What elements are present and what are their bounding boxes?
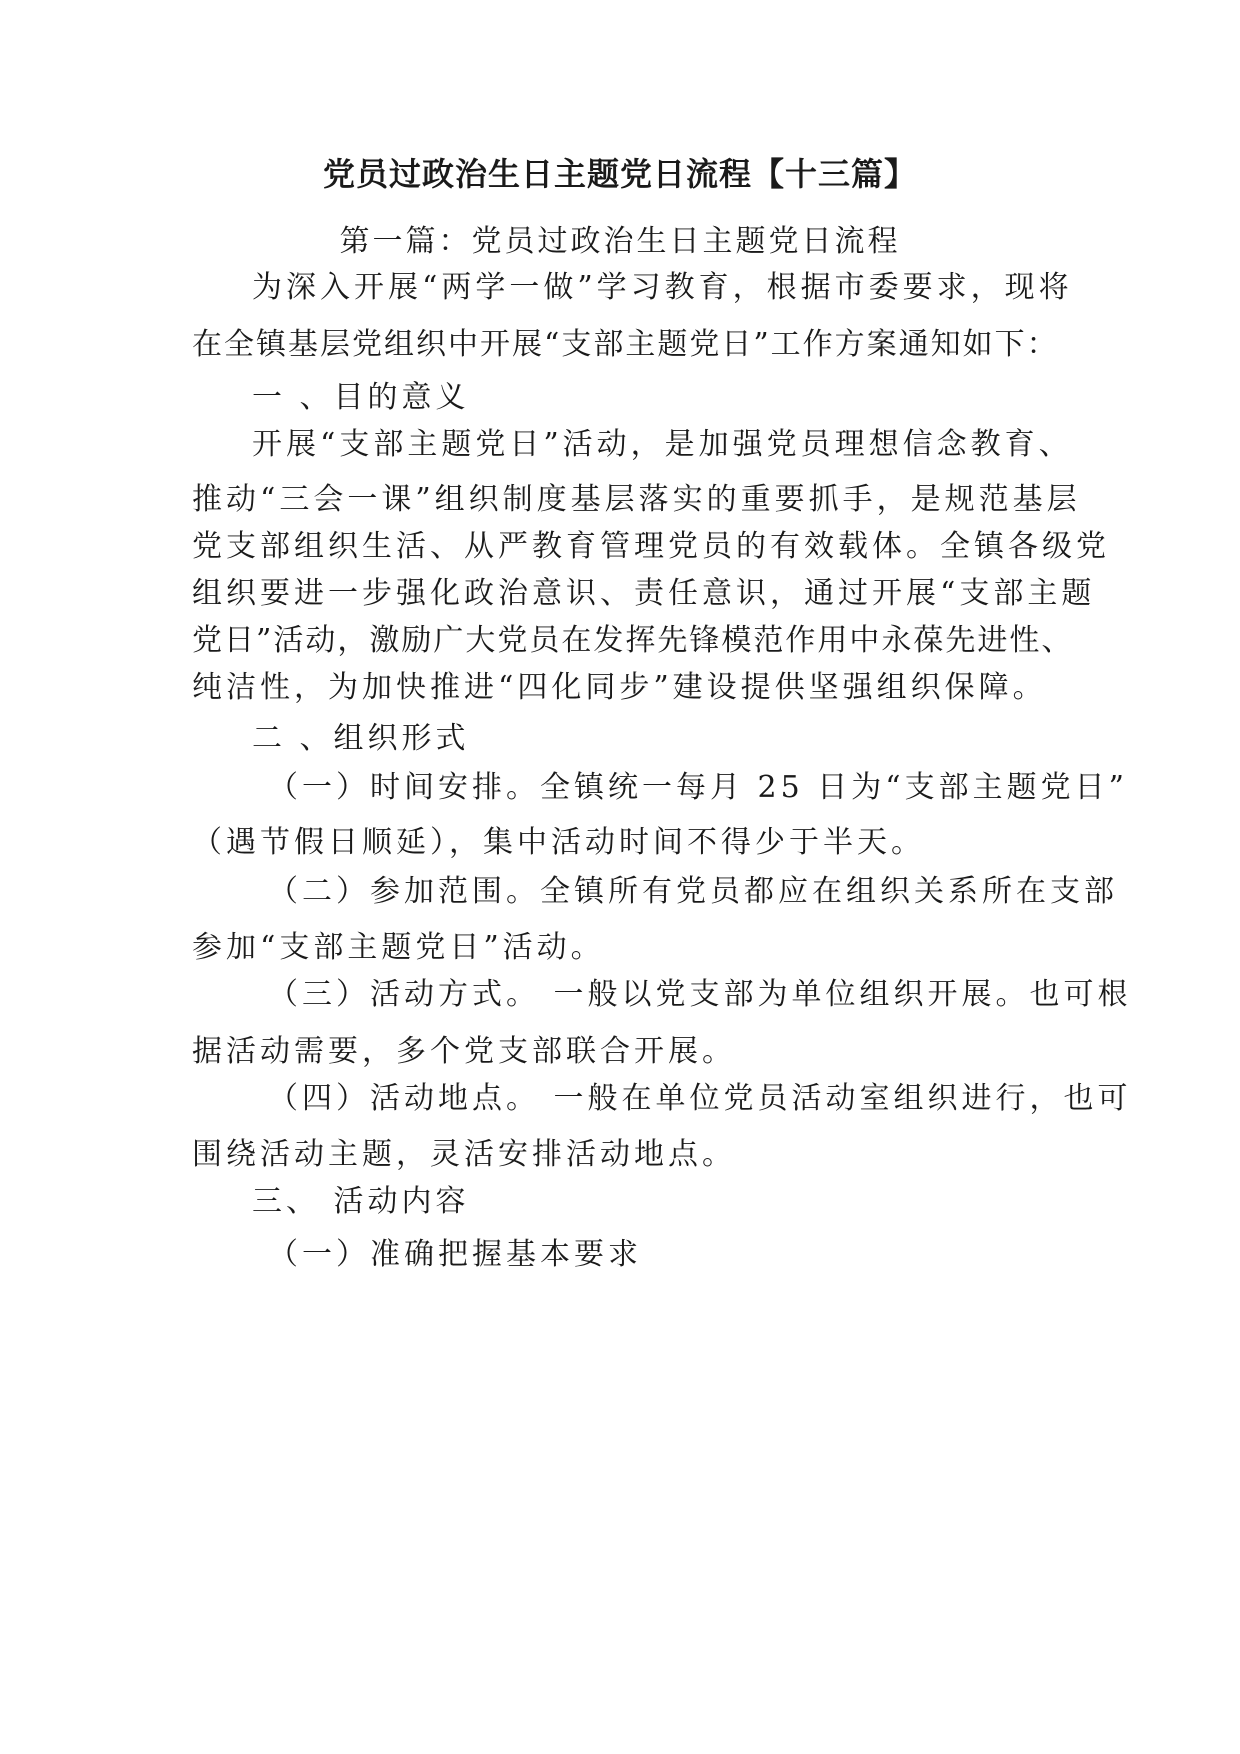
paragraph-line: 党日”活动，激励广大党员在发挥先锋模范作用中永葆先进性、 [192, 623, 1074, 658]
paragraph-line: （遇节假日顺延），集中活动时间不得少于半天。 [192, 825, 925, 860]
section-heading: 二 、组织形式 [252, 721, 470, 756]
paragraph-line: 纯洁性，为加快推进“四化同步”建设提供坚强组织保障。 [192, 670, 1047, 705]
paragraph-line: （二）参加范围。全镇所有党员都应在组织关系所在支部 [268, 874, 1118, 909]
paragraph-line: （三）活动方式。 一般以党支部为单位组织开展。也可根 [268, 977, 1132, 1012]
paragraph-line: （一）时间安排。全镇统一每月 25 日为“支部主题党日” [268, 770, 1128, 805]
document-title: 党员过政治生日主题党日流程【十三篇】 [322, 155, 917, 193]
section-heading: 三、 活动内容 [252, 1184, 470, 1219]
paragraph-line: 开展“支部主题党日”活动，是加强党员理想信念教育、 [252, 427, 1073, 462]
document-subtitle: 第一篇：党员过政治生日主题党日流程 [339, 224, 901, 259]
paragraph-line: 据活动需要，多个党支部联合开展。 [192, 1034, 736, 1069]
paragraph-line: 围绕活动主题，灵活安排活动地点。 [192, 1137, 736, 1172]
paragraph-line: 党支部组织生活、从严教育管理党员的有效载体。全镇各级党 [192, 529, 1110, 564]
paragraph-line: 参加“支部主题党日”活动。 [192, 930, 605, 965]
paragraph-line: 组织要进一步强化政治意识、责任意识，通过开展“支部主题 [192, 576, 1096, 611]
subsection-heading: （一）准确把握基本要求 [268, 1237, 642, 1272]
paragraph-line: （四）活动地点。 一般在单位党员活动室组织进行，也可 [268, 1081, 1132, 1116]
paragraph-line: 在全镇基层党组织中开展“支部主题党日”工作方案通知如下： [192, 327, 1059, 362]
paragraph-line: 为深入开展“两学一做”学习教育，根据市委要求，现将 [252, 270, 1073, 305]
section-heading: 一 、目的意义 [252, 380, 470, 415]
paragraph-line: 推动“三会一课”组织制度基层落实的重要抓手，是规范基层 [192, 482, 1081, 517]
